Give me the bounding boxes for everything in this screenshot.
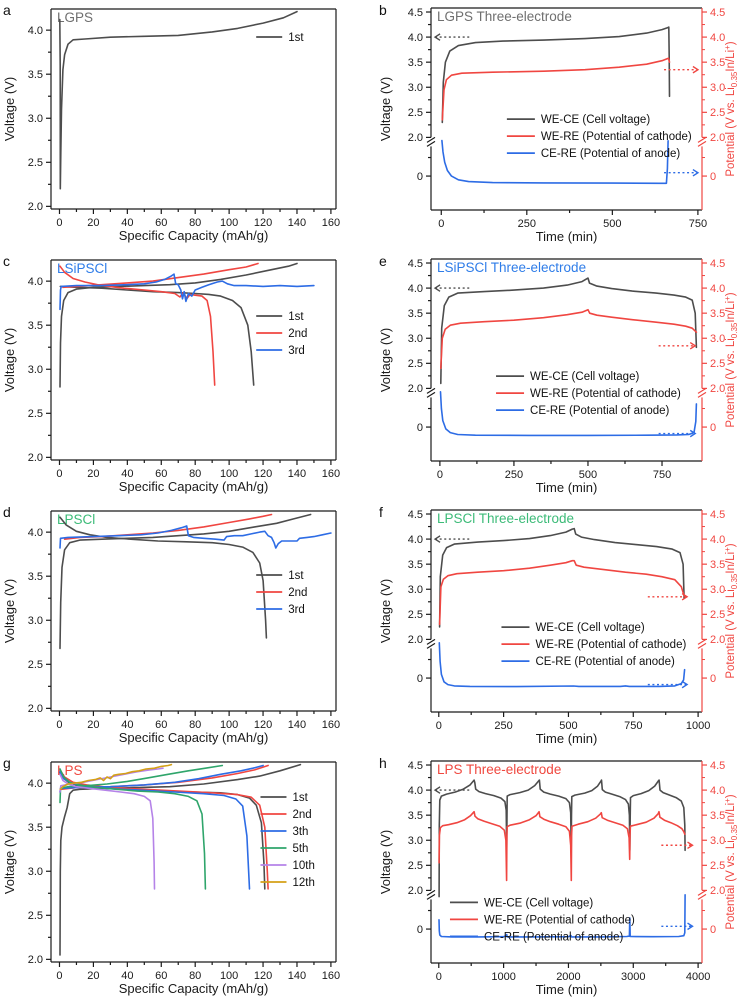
chart-a-lgps-capacity bbox=[0, 0, 376, 251]
svg-text:WE-CE (Cell voltage): WE-CE (Cell voltage) bbox=[535, 622, 645, 635]
svg-text:4.5: 4.5 bbox=[407, 257, 423, 270]
svg-text:120: 120 bbox=[253, 719, 273, 731]
svg-text:LPSCl Three-electrode: LPSCl Three-electrode bbox=[437, 511, 575, 526]
svg-text:40: 40 bbox=[121, 468, 134, 480]
svg-text:4.5: 4.5 bbox=[407, 6, 423, 19]
svg-text:WE-RE (Potential of cathode): WE-RE (Potential of cathode) bbox=[530, 388, 681, 401]
svg-text:Specific Capacity (mAh/g): Specific Capacity (mAh/g) bbox=[118, 479, 269, 494]
svg-text:LPS: LPS bbox=[57, 763, 83, 778]
svg-text:2000: 2000 bbox=[556, 971, 581, 983]
panel-letter-a: a bbox=[3, 2, 11, 18]
svg-text:Voltage (V): Voltage (V) bbox=[2, 578, 17, 644]
chart-d-lpscl-capacity bbox=[0, 502, 376, 753]
svg-text:140: 140 bbox=[287, 970, 307, 982]
svg-text:2.0: 2.0 bbox=[407, 383, 423, 396]
svg-text:Specific Capacity (mAh/g): Specific Capacity (mAh/g) bbox=[118, 730, 269, 745]
svg-text:WE-RE (Potential of cathode): WE-RE (Potential of cathode) bbox=[540, 131, 692, 144]
svg-text:160: 160 bbox=[321, 719, 341, 731]
svg-text:LPSCl: LPSCl bbox=[57, 512, 96, 527]
svg-text:250: 250 bbox=[517, 218, 536, 230]
svg-text:WE-RE (Potential of cathode): WE-RE (Potential of cathode) bbox=[483, 914, 635, 927]
svg-text:60: 60 bbox=[155, 719, 168, 731]
svg-text:3.0: 3.0 bbox=[27, 113, 43, 126]
svg-text:3.0: 3.0 bbox=[27, 615, 43, 628]
svg-text:4.5: 4.5 bbox=[407, 508, 423, 521]
panel-d bbox=[0, 502, 376, 753]
svg-text:2.5: 2.5 bbox=[710, 609, 726, 622]
svg-text:2.0: 2.0 bbox=[407, 634, 423, 647]
svg-text:CE-RE (Potential of anode): CE-RE (Potential of anode) bbox=[540, 148, 681, 161]
svg-text:2.0: 2.0 bbox=[407, 132, 423, 145]
svg-text:100: 100 bbox=[219, 719, 239, 731]
svg-text:Potential (V vs. Li0.35In/Li+): Potential (V vs. $Li_{0.35}In/Li^+$) bbox=[723, 543, 739, 679]
svg-text:4.5: 4.5 bbox=[710, 759, 726, 772]
svg-text:120: 120 bbox=[253, 217, 273, 229]
svg-text:0: 0 bbox=[435, 971, 442, 983]
panel-letter-f: f bbox=[379, 504, 383, 520]
svg-text:80: 80 bbox=[189, 719, 202, 731]
svg-text:3.5: 3.5 bbox=[27, 821, 43, 834]
svg-text:12th: 12th bbox=[292, 877, 315, 889]
svg-text:4.0: 4.0 bbox=[710, 282, 726, 295]
svg-text:LSiPSCl Three-electrode: LSiPSCl Three-electrode bbox=[437, 260, 587, 275]
svg-text:0: 0 bbox=[416, 672, 423, 685]
svg-text:140: 140 bbox=[287, 217, 307, 229]
svg-text:Potential (V vs. Li0.35In/Li+): Potential (V vs. $Li_{0.35}In/Li^+$) bbox=[723, 292, 739, 428]
svg-text:3000: 3000 bbox=[621, 971, 646, 983]
chart-b-lgps-three-electrode bbox=[376, 0, 752, 251]
svg-text:Voltage (V): Voltage (V) bbox=[378, 578, 393, 644]
svg-text:WE-CE (Cell voltage): WE-CE (Cell voltage) bbox=[483, 897, 594, 910]
svg-text:60: 60 bbox=[155, 468, 168, 480]
svg-text:2.5: 2.5 bbox=[407, 860, 423, 873]
svg-text:WE-CE (Cell voltage): WE-CE (Cell voltage) bbox=[530, 371, 640, 384]
svg-text:Time (min): Time (min) bbox=[535, 982, 598, 997]
panel-h bbox=[376, 753, 752, 1004]
svg-text:500: 500 bbox=[559, 720, 578, 732]
svg-text:3.5: 3.5 bbox=[407, 809, 423, 822]
svg-text:160: 160 bbox=[321, 217, 341, 229]
svg-text:Specific Capacity (mAh/g): Specific Capacity (mAh/g) bbox=[118, 228, 269, 243]
svg-text:80: 80 bbox=[189, 217, 202, 229]
svg-text:20: 20 bbox=[87, 217, 100, 229]
svg-text:3.0: 3.0 bbox=[710, 835, 726, 848]
svg-text:2.0: 2.0 bbox=[710, 383, 726, 396]
svg-text:3.0: 3.0 bbox=[407, 584, 423, 597]
svg-text:4.0: 4.0 bbox=[407, 282, 423, 295]
svg-text:4.0: 4.0 bbox=[710, 31, 726, 44]
svg-text:2.5: 2.5 bbox=[27, 910, 43, 923]
panel-letter-e: e bbox=[379, 253, 387, 269]
svg-text:4.0: 4.0 bbox=[710, 533, 726, 546]
svg-text:4.0: 4.0 bbox=[407, 533, 423, 546]
svg-text:LPS Three-electrode: LPS Three-electrode bbox=[437, 762, 562, 777]
svg-text:CE-RE (Potential of anode): CE-RE (Potential of anode) bbox=[530, 405, 670, 418]
svg-text:Potential (V vs. Li0.35In/Li+): Potential (V vs. $Li_{0.35}In/Li^+$) bbox=[723, 41, 739, 177]
svg-text:0: 0 bbox=[710, 170, 717, 183]
svg-text:2.5: 2.5 bbox=[27, 659, 43, 672]
svg-text:40: 40 bbox=[121, 719, 134, 731]
svg-text:2.0: 2.0 bbox=[27, 201, 43, 214]
panel-f bbox=[376, 502, 752, 753]
svg-text:Time (min): Time (min) bbox=[535, 731, 598, 746]
svg-text:Voltage (V): Voltage (V) bbox=[2, 76, 17, 142]
svg-text:0: 0 bbox=[436, 469, 443, 481]
svg-text:2.0: 2.0 bbox=[710, 885, 726, 898]
svg-text:2.5: 2.5 bbox=[27, 157, 43, 170]
svg-text:0: 0 bbox=[416, 170, 423, 183]
svg-text:Voltage (V): Voltage (V) bbox=[378, 76, 393, 142]
svg-text:250: 250 bbox=[504, 469, 524, 481]
svg-text:WE-CE (Cell voltage): WE-CE (Cell voltage) bbox=[540, 114, 651, 127]
svg-text:Time (min): Time (min) bbox=[535, 480, 598, 495]
svg-text:2.5: 2.5 bbox=[407, 609, 423, 622]
svg-text:750: 750 bbox=[624, 720, 643, 732]
svg-text:3.5: 3.5 bbox=[407, 307, 423, 320]
svg-text:250: 250 bbox=[494, 720, 513, 732]
svg-text:Voltage (V): Voltage (V) bbox=[2, 829, 17, 895]
svg-text:0: 0 bbox=[416, 421, 423, 434]
svg-text:LGPS Three-electrode: LGPS Three-electrode bbox=[437, 9, 572, 24]
panel-g bbox=[0, 753, 376, 1004]
svg-text:3th: 3th bbox=[292, 826, 309, 838]
svg-text:3.0: 3.0 bbox=[710, 333, 726, 346]
svg-text:0: 0 bbox=[56, 217, 63, 229]
svg-text:1000: 1000 bbox=[685, 720, 711, 732]
chart-c-lsipscl-capacity bbox=[0, 251, 376, 502]
svg-text:3.5: 3.5 bbox=[407, 56, 423, 69]
svg-text:2nd: 2nd bbox=[288, 587, 308, 599]
chart-e-lsipscl-three-electrode bbox=[376, 251, 752, 502]
svg-text:20: 20 bbox=[87, 970, 100, 982]
svg-text:80: 80 bbox=[189, 468, 202, 480]
svg-text:4.0: 4.0 bbox=[27, 526, 43, 539]
svg-text:100: 100 bbox=[219, 970, 239, 982]
svg-text:0: 0 bbox=[710, 421, 717, 434]
panel-b bbox=[376, 0, 752, 251]
svg-text:4.0: 4.0 bbox=[407, 31, 423, 44]
svg-text:20: 20 bbox=[87, 719, 100, 731]
svg-text:2.0: 2.0 bbox=[710, 132, 726, 145]
svg-text:4.0: 4.0 bbox=[407, 784, 423, 797]
svg-text:4.0: 4.0 bbox=[27, 777, 43, 790]
svg-text:4000: 4000 bbox=[685, 971, 711, 983]
panel-a bbox=[0, 0, 376, 251]
svg-text:20: 20 bbox=[87, 468, 100, 480]
panel-c bbox=[0, 251, 376, 502]
svg-text:3.0: 3.0 bbox=[407, 82, 423, 95]
svg-text:1st: 1st bbox=[292, 792, 308, 804]
svg-text:4.5: 4.5 bbox=[710, 6, 726, 19]
svg-text:60: 60 bbox=[155, 970, 168, 982]
svg-text:2.0: 2.0 bbox=[27, 954, 43, 967]
svg-text:0: 0 bbox=[710, 923, 717, 936]
svg-text:10th: 10th bbox=[292, 860, 315, 872]
svg-text:3.5: 3.5 bbox=[710, 809, 726, 822]
svg-text:100: 100 bbox=[219, 468, 239, 480]
svg-text:0: 0 bbox=[710, 672, 717, 685]
chart-h-lps-three-electrode bbox=[376, 753, 752, 1004]
svg-text:100: 100 bbox=[219, 217, 239, 229]
svg-text:120: 120 bbox=[253, 468, 273, 480]
svg-text:3.0: 3.0 bbox=[710, 82, 726, 95]
svg-text:140: 140 bbox=[287, 468, 307, 480]
svg-text:2nd: 2nd bbox=[288, 328, 308, 340]
panel-letter-h: h bbox=[379, 755, 387, 771]
svg-text:Voltage (V): Voltage (V) bbox=[2, 327, 17, 393]
svg-text:0: 0 bbox=[416, 923, 423, 936]
svg-text:750: 750 bbox=[688, 218, 708, 230]
svg-text:3.5: 3.5 bbox=[710, 56, 726, 69]
svg-text:3.0: 3.0 bbox=[710, 584, 726, 597]
svg-text:1st: 1st bbox=[288, 311, 304, 323]
svg-text:2.5: 2.5 bbox=[710, 107, 726, 120]
svg-text:3.5: 3.5 bbox=[27, 319, 43, 332]
svg-text:Voltage (V): Voltage (V) bbox=[378, 829, 393, 895]
svg-text:LSiPSCl: LSiPSCl bbox=[57, 261, 108, 276]
svg-text:500: 500 bbox=[603, 218, 622, 230]
svg-text:4.5: 4.5 bbox=[407, 759, 423, 772]
svg-text:4.0: 4.0 bbox=[27, 24, 43, 37]
svg-text:CE-RE (Potential of anode): CE-RE (Potential of anode) bbox=[483, 931, 624, 944]
panel-letter-b: b bbox=[379, 2, 387, 18]
svg-text:2.5: 2.5 bbox=[27, 408, 43, 421]
svg-text:Specific Capacity (mAh/g): Specific Capacity (mAh/g) bbox=[118, 981, 269, 996]
svg-text:4.5: 4.5 bbox=[710, 508, 726, 521]
svg-text:0: 0 bbox=[56, 468, 63, 480]
svg-text:2.5: 2.5 bbox=[710, 358, 726, 371]
svg-text:3.5: 3.5 bbox=[407, 558, 423, 571]
svg-text:2.5: 2.5 bbox=[407, 358, 423, 371]
svg-text:2.5: 2.5 bbox=[710, 860, 726, 873]
svg-text:3.0: 3.0 bbox=[27, 364, 43, 377]
svg-text:3rd: 3rd bbox=[288, 604, 305, 616]
chart-g-lps-capacity bbox=[0, 753, 376, 1004]
svg-text:WE-RE (Potential of cathode): WE-RE (Potential of cathode) bbox=[535, 639, 687, 652]
panel-e bbox=[376, 251, 752, 502]
svg-text:40: 40 bbox=[121, 217, 134, 229]
svg-text:500: 500 bbox=[578, 469, 598, 481]
svg-text:2nd: 2nd bbox=[292, 809, 312, 821]
panel-letter-g: g bbox=[3, 755, 11, 771]
svg-text:3.5: 3.5 bbox=[27, 68, 43, 81]
svg-text:0: 0 bbox=[56, 970, 63, 982]
svg-text:3.5: 3.5 bbox=[27, 570, 43, 583]
svg-text:160: 160 bbox=[321, 970, 341, 982]
svg-text:2.0: 2.0 bbox=[407, 885, 423, 898]
svg-text:3.5: 3.5 bbox=[710, 558, 726, 571]
svg-text:3.0: 3.0 bbox=[407, 835, 423, 848]
svg-text:1st: 1st bbox=[288, 32, 304, 44]
svg-text:750: 750 bbox=[652, 469, 672, 481]
svg-text:4.0: 4.0 bbox=[710, 784, 726, 797]
svg-text:CE-RE (Potential of anode): CE-RE (Potential of anode) bbox=[535, 656, 675, 669]
svg-text:2.0: 2.0 bbox=[27, 703, 43, 716]
svg-text:3.0: 3.0 bbox=[27, 866, 43, 879]
svg-text:60: 60 bbox=[155, 217, 168, 229]
svg-text:160: 160 bbox=[321, 468, 341, 480]
svg-text:3rd: 3rd bbox=[288, 345, 305, 357]
svg-text:1st: 1st bbox=[288, 570, 304, 582]
svg-text:80: 80 bbox=[189, 970, 202, 982]
svg-text:Time (min): Time (min) bbox=[535, 229, 598, 244]
svg-text:0: 0 bbox=[435, 720, 442, 732]
svg-text:2.0: 2.0 bbox=[710, 634, 726, 647]
svg-text:140: 140 bbox=[287, 719, 307, 731]
panel-letter-d: d bbox=[3, 504, 11, 520]
svg-text:1000: 1000 bbox=[491, 971, 516, 983]
chart-f-lpscl-three-electrode bbox=[376, 502, 752, 753]
svg-text:3.0: 3.0 bbox=[407, 333, 423, 346]
svg-text:Voltage (V): Voltage (V) bbox=[378, 327, 393, 393]
svg-text:0: 0 bbox=[438, 218, 445, 230]
svg-text:2.5: 2.5 bbox=[407, 107, 423, 120]
panel-letter-c: c bbox=[3, 253, 10, 269]
svg-text:5th: 5th bbox=[292, 843, 309, 855]
svg-text:120: 120 bbox=[253, 970, 273, 982]
svg-text:3.5: 3.5 bbox=[710, 307, 726, 320]
svg-text:40: 40 bbox=[121, 970, 134, 982]
svg-text:Potential (V vs. Li0.35In/Li+): Potential (V vs. $Li_{0.35}In/Li^+$) bbox=[723, 794, 739, 930]
svg-text:LGPS: LGPS bbox=[57, 10, 94, 25]
svg-text:0: 0 bbox=[56, 719, 63, 731]
svg-text:4.0: 4.0 bbox=[27, 275, 43, 288]
svg-text:2.0: 2.0 bbox=[27, 452, 43, 465]
svg-text:4.5: 4.5 bbox=[710, 257, 726, 270]
